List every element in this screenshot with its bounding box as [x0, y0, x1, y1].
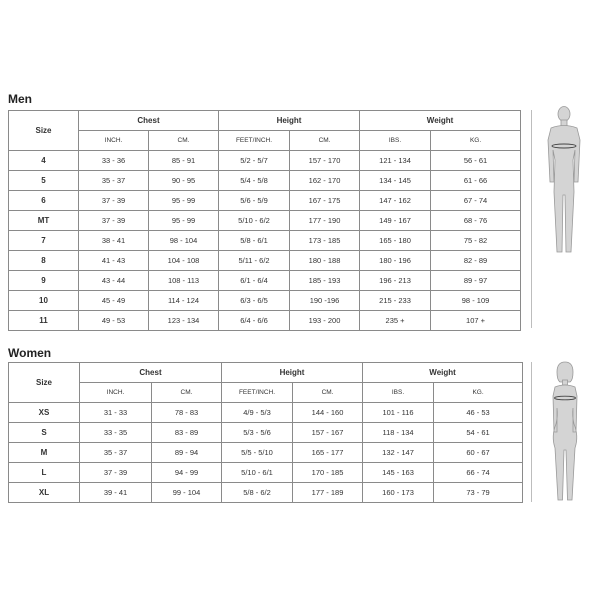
weight-lbs-cell: 134 - 145 [360, 171, 431, 191]
weight-lbs-cell: 235 + [360, 311, 431, 331]
table-row [9, 271, 521, 291]
chest-cm-cell: 99 - 104 [152, 483, 222, 503]
weight-lbs-cell: 149 - 167 [360, 211, 431, 231]
height-feet-inch-cell: 5/8 - 6/1 [219, 231, 290, 251]
height-cm-cell: 162 - 170 [290, 171, 360, 191]
weight-kg-cell: 66 - 74 [434, 463, 523, 483]
weight-kg-cell: 56 - 61 [431, 151, 521, 171]
height-cm-cell: 173 - 185 [290, 231, 360, 251]
table-row [9, 483, 523, 503]
weight-lbs-cell: 118 - 134 [363, 423, 434, 443]
table-row [9, 191, 521, 211]
size-cell: S [9, 423, 80, 443]
size-header: Size [9, 111, 79, 151]
chest-inch-cell: 39 - 41 [80, 483, 152, 503]
men-size-table [8, 110, 521, 331]
table-row [9, 423, 523, 443]
height-feet-inch-cell: 4/9 - 5/3 [222, 403, 293, 423]
women-divider [531, 362, 532, 502]
height-feet-inch-header: FEET/INCH. [219, 131, 290, 151]
size-cell: L [9, 463, 80, 483]
height-feet-inch-cell: 5/11 - 6/2 [219, 251, 290, 271]
weight-kg-cell: 73 - 79 [434, 483, 523, 503]
chest-cm-cell: 83 - 89 [152, 423, 222, 443]
size-cell: 5 [9, 171, 79, 191]
height-header: Height [222, 363, 363, 383]
weight-header: Weight [360, 111, 521, 131]
weight-kg-header: KG. [431, 131, 521, 151]
chest-inch-cell: 37 - 39 [79, 211, 149, 231]
height-cm-cell: 185 - 193 [290, 271, 360, 291]
height-feet-inch-cell: 6/1 - 6/4 [219, 271, 290, 291]
chest-inch-cell: 45 - 49 [79, 291, 149, 311]
height-feet-inch-cell: 5/4 - 5/8 [219, 171, 290, 191]
weight-lbs-cell: 180 - 196 [360, 251, 431, 271]
chest-cm-cell: 98 - 104 [149, 231, 219, 251]
weight-kg-cell: 54 - 61 [434, 423, 523, 443]
chest-inch-cell: 38 - 41 [79, 231, 149, 251]
height-feet-inch-cell: 6/4 - 6/6 [219, 311, 290, 331]
height-header: Height [219, 111, 360, 131]
height-cm-header: CM. [290, 131, 360, 151]
weight-lbs-cell: 101 - 116 [363, 403, 434, 423]
height-feet-inch-header: FEET/INCH. [222, 383, 293, 403]
height-feet-inch-cell: 5/2 - 5/7 [219, 151, 290, 171]
height-cm-cell: 165 - 177 [293, 443, 363, 463]
size-cell: XS [9, 403, 80, 423]
height-feet-inch-cell: 5/6 - 5/9 [219, 191, 290, 211]
weight-kg-header: KG. [434, 383, 523, 403]
weight-lbs-cell: 215 - 233 [360, 291, 431, 311]
weight-kg-cell: 107 + [431, 311, 521, 331]
chest-cm-cell: 90 - 95 [149, 171, 219, 191]
size-header: Size [9, 363, 80, 403]
size-cell: XL [9, 483, 80, 503]
weight-lbs-header: IBS. [363, 383, 434, 403]
weight-lbs-cell: 121 - 134 [360, 151, 431, 171]
chest-cm-cell: 94 - 99 [152, 463, 222, 483]
chest-cm-header: CM. [149, 131, 219, 151]
height-cm-cell: 144 - 160 [293, 403, 363, 423]
chest-header: Chest [80, 363, 222, 383]
chest-cm-header: CM. [152, 383, 222, 403]
weight-lbs-cell: 147 - 162 [360, 191, 431, 211]
height-feet-inch-cell: 5/3 - 5/6 [222, 423, 293, 443]
height-cm-cell: 167 - 175 [290, 191, 360, 211]
weight-lbs-cell: 165 - 180 [360, 231, 431, 251]
table-row [9, 291, 521, 311]
height-cm-cell: 193 - 200 [290, 311, 360, 331]
height-feet-inch-cell: 5/10 - 6/2 [219, 211, 290, 231]
chest-cm-cell: 78 - 83 [152, 403, 222, 423]
chest-inch-cell: 31 - 33 [80, 403, 152, 423]
men-section-title: Men [8, 92, 32, 106]
weight-lbs-header: IBS. [360, 131, 431, 151]
chest-inch-cell: 37 - 39 [80, 463, 152, 483]
size-cell: 4 [9, 151, 79, 171]
weight-lbs-cell: 132 - 147 [363, 443, 434, 463]
height-cm-cell: 170 - 185 [293, 463, 363, 483]
size-cell: 9 [9, 271, 79, 291]
weight-kg-cell: 75 - 82 [431, 231, 521, 251]
table-row [9, 211, 521, 231]
chest-cm-cell: 114 - 124 [149, 291, 219, 311]
chest-cm-cell: 104 - 108 [149, 251, 219, 271]
chest-header: Chest [79, 111, 219, 131]
size-cell: 8 [9, 251, 79, 271]
weight-kg-cell: 60 - 67 [434, 443, 523, 463]
chest-inch-cell: 37 - 39 [79, 191, 149, 211]
height-cm-cell: 180 - 188 [290, 251, 360, 271]
table-row [9, 251, 521, 271]
chest-cm-cell: 89 - 94 [152, 443, 222, 463]
size-cell: 6 [9, 191, 79, 211]
male-body-silhouette-icon [541, 100, 587, 260]
height-cm-cell: 177 - 189 [293, 483, 363, 503]
weight-kg-cell: 46 - 53 [434, 403, 523, 423]
chest-cm-cell: 95 - 99 [149, 211, 219, 231]
size-cell: 10 [9, 291, 79, 311]
table-row [9, 231, 521, 251]
table-row [9, 443, 523, 463]
size-cell: 11 [9, 311, 79, 331]
chest-inch-header: INCH. [80, 383, 152, 403]
weight-lbs-cell: 196 - 213 [360, 271, 431, 291]
height-cm-cell: 157 - 170 [290, 151, 360, 171]
weight-kg-cell: 98 - 109 [431, 291, 521, 311]
size-cell: M [9, 443, 80, 463]
height-cm-cell: 157 - 167 [293, 423, 363, 443]
height-feet-inch-cell: 5/5 - 5/10 [222, 443, 293, 463]
weight-kg-cell: 67 - 74 [431, 191, 521, 211]
table-row [9, 403, 523, 423]
chest-cm-cell: 123 - 134 [149, 311, 219, 331]
weight-lbs-cell: 160 - 173 [363, 483, 434, 503]
height-cm-header: CM. [293, 383, 363, 403]
chest-inch-cell: 41 - 43 [79, 251, 149, 271]
table-row [9, 311, 521, 331]
table-row [9, 151, 521, 171]
chest-inch-header: INCH. [79, 131, 149, 151]
weight-kg-cell: 68 - 76 [431, 211, 521, 231]
table-row [9, 171, 521, 191]
female-body-silhouette-icon [543, 358, 587, 508]
height-feet-inch-cell: 6/3 - 6/5 [219, 291, 290, 311]
weight-kg-cell: 61 - 66 [431, 171, 521, 191]
chest-inch-cell: 43 - 44 [79, 271, 149, 291]
chest-inch-cell: 35 - 37 [79, 171, 149, 191]
weight-header: Weight [363, 363, 523, 383]
chest-inch-cell: 49 - 53 [79, 311, 149, 331]
weight-lbs-cell: 145 - 163 [363, 463, 434, 483]
height-feet-inch-cell: 5/10 - 6/1 [222, 463, 293, 483]
chest-cm-cell: 108 - 113 [149, 271, 219, 291]
height-cm-cell: 177 - 190 [290, 211, 360, 231]
men-divider [531, 110, 532, 328]
chest-inch-cell: 33 - 36 [79, 151, 149, 171]
chest-inch-cell: 35 - 37 [80, 443, 152, 463]
weight-kg-cell: 89 - 97 [431, 271, 521, 291]
height-cm-cell: 190 -196 [290, 291, 360, 311]
size-cell: 7 [9, 231, 79, 251]
size-cell: MT [9, 211, 79, 231]
table-row [9, 463, 523, 483]
weight-kg-cell: 82 - 89 [431, 251, 521, 271]
chest-cm-cell: 85 - 91 [149, 151, 219, 171]
chest-cm-cell: 95 - 99 [149, 191, 219, 211]
chest-inch-cell: 33 - 35 [80, 423, 152, 443]
women-section-title: Women [8, 346, 52, 360]
women-size-table [8, 362, 523, 503]
height-feet-inch-cell: 5/8 - 6/2 [222, 483, 293, 503]
